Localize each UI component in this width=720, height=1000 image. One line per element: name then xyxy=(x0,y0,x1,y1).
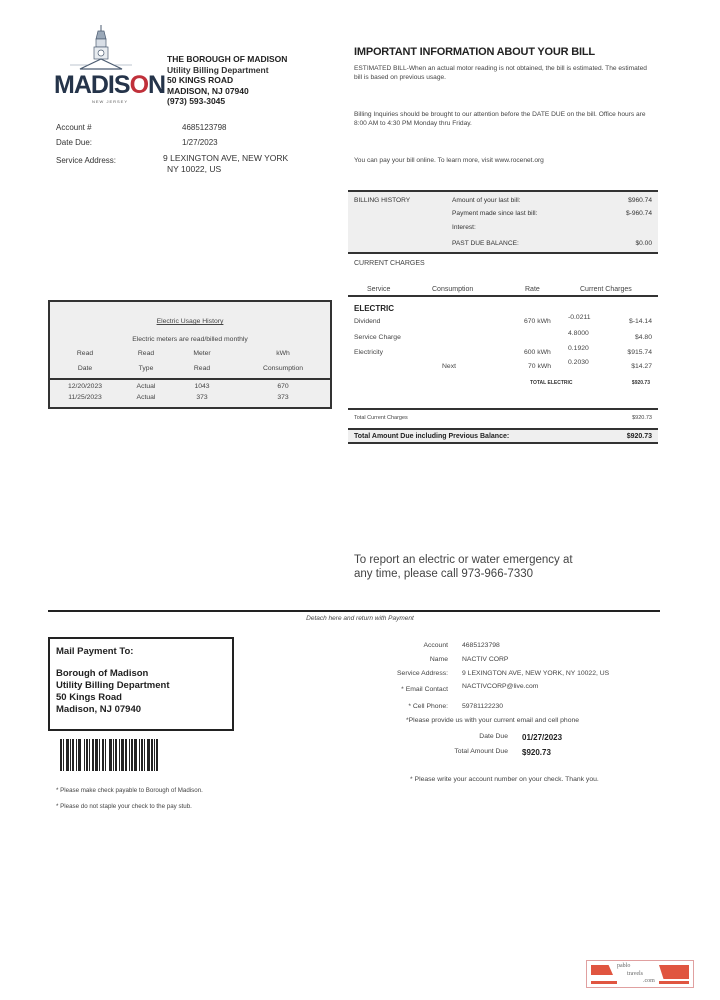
watermark-bar xyxy=(659,965,689,979)
stub-phone-value: 59781122230 xyxy=(462,703,504,710)
stub-email-value: NACTIVCORP@live.com xyxy=(462,683,539,690)
detach-text: Detach here and return with Payment xyxy=(306,615,414,622)
usage-history-subtitle: Electric meters are read/billed monthly xyxy=(132,336,248,343)
current-charges-header xyxy=(348,283,658,297)
service-address-label: Service Address: xyxy=(56,156,117,165)
charge-row xyxy=(348,345,658,361)
emergency-notice xyxy=(354,553,573,581)
row-amount: $-960.74 xyxy=(625,210,652,217)
header-cell: Read xyxy=(76,350,94,357)
stub-address-value: 9 LEXINGTON AVE, NEW YORK, NY 10022, US xyxy=(462,670,610,677)
stub-account-label: Account xyxy=(423,642,448,649)
stub-address-row xyxy=(350,670,670,682)
electric-usage-history xyxy=(48,300,332,409)
stub-phone-label: * Cell Phone: xyxy=(408,703,448,710)
emergency-line2: any time, please call 973-966-7330 xyxy=(354,568,534,580)
header-cell: Read xyxy=(137,350,155,357)
org-name: THE BOROUGH OF MADISON xyxy=(167,54,288,64)
account-label: Account # xyxy=(56,123,92,132)
logo-subtitle: NEW JERSEY xyxy=(92,99,129,104)
usage-header-bottom xyxy=(50,365,330,378)
mail-line2: Utility Billing Department xyxy=(56,680,170,691)
col-consumption: Consumption xyxy=(432,286,474,293)
stub-email-row xyxy=(350,683,670,698)
col-current-charges: Current Charges xyxy=(580,286,632,293)
header-cell: Consumption xyxy=(262,365,304,372)
charge-tier: Next xyxy=(442,363,456,370)
stub-email-label: * Email Contact xyxy=(401,686,448,693)
meter-read: 1043 xyxy=(194,383,210,390)
charge-rate: 0.2030 xyxy=(568,359,589,366)
col-rate: Rate xyxy=(525,286,540,293)
total-current-value: $920.73 xyxy=(632,415,652,421)
charge-rate: -0.0211 xyxy=(568,314,591,321)
row-label: Amount of your last bill: xyxy=(452,197,521,204)
org-phone: (973) 593-3045 xyxy=(167,96,226,106)
billing-history-row xyxy=(452,197,652,204)
total-due-label: Total Amount Due including Previous Balance: xyxy=(354,433,510,440)
section-electric: ELECTRIC xyxy=(354,304,394,313)
total-amount-due xyxy=(348,428,658,444)
stub-account-row xyxy=(350,642,670,654)
clock-tower-icon xyxy=(52,25,162,73)
stub-date-due-row xyxy=(350,733,670,745)
total-electric-label: TOTAL ELECTRIC xyxy=(530,380,573,386)
row-label: Interest: xyxy=(452,224,476,231)
charge-amount: $4.80 xyxy=(634,334,652,341)
charge-amount: $-14.14 xyxy=(628,318,652,325)
stub-date-due-value: 01/27/2023 xyxy=(522,733,563,742)
stub-total-value: $920.73 xyxy=(522,748,551,757)
charge-row xyxy=(348,330,658,346)
watermark-bar xyxy=(591,965,613,975)
usage-row xyxy=(50,383,330,394)
org-department: Utility Billing Department xyxy=(167,64,269,75)
row-label: Payment made since last bill: xyxy=(452,210,538,217)
read-date: 12/20/2023 xyxy=(67,383,103,390)
mail-payment-box xyxy=(48,637,234,731)
stub-name-row xyxy=(350,656,670,668)
stub-name-label: Name xyxy=(429,656,448,663)
stub-name-value: NACTIV CORP xyxy=(462,656,509,663)
billing-history-title: BILLING HISTORY xyxy=(354,197,411,204)
emergency-line1: To report an electric or water emergency at xyxy=(354,554,573,566)
row-label: PAST DUE BALANCE: xyxy=(452,240,519,247)
stub-phone-row xyxy=(350,703,670,715)
important-info-title: IMPORTANT INFORMATION ABOUT YOUR BILL xyxy=(354,46,595,58)
read-type: Actual xyxy=(136,383,156,390)
row-amount: $0.00 xyxy=(635,240,652,247)
date-due-value: 1/27/2023 xyxy=(182,138,218,147)
madison-logo xyxy=(52,25,166,105)
stub-provide-note: *Please provide us with your current email and cell phone xyxy=(406,717,580,724)
mail-line1: Borough of Madison xyxy=(56,668,149,679)
total-current-label: Total Current Charges xyxy=(354,415,408,421)
stub-address-label: Service Address: xyxy=(397,670,448,677)
charge-consumption: 70 kWh xyxy=(528,363,552,370)
charge-rate: 0.1920 xyxy=(568,345,589,352)
usage-history-title: Electric Usage History xyxy=(156,318,224,325)
mail-line4: Madison, NJ 07940 xyxy=(56,704,142,715)
current-charges-body xyxy=(348,300,658,395)
logo-wordmark: MADISON xyxy=(54,71,166,99)
usage-header-top xyxy=(50,350,330,363)
charge-service: Dividend xyxy=(354,318,381,325)
total-electric-value: $920.73 xyxy=(631,380,650,386)
charge-service: Electricity xyxy=(354,349,384,356)
pay-online-text: You can pay your bill online. To learn more, visit www.rocenet.org xyxy=(354,157,544,164)
current-charges-title: CURRENT CHARGES xyxy=(354,260,425,267)
org-street: 50 KINGS ROAD xyxy=(167,75,234,85)
detach-line xyxy=(48,610,660,612)
charge-row xyxy=(348,314,658,330)
usage-divider xyxy=(48,378,332,380)
header-cell: Date xyxy=(77,365,93,372)
note-staple: * Please do not staple your check to the pay stub. xyxy=(56,803,192,810)
stub-write-note: * Please write your account number on your check. Thank you. xyxy=(410,776,599,783)
meter-read: 373 xyxy=(196,394,208,401)
charge-consumption: 670 kWh xyxy=(524,318,551,325)
watermark-text: pablo travels .com xyxy=(617,963,655,984)
header-cell: Type xyxy=(138,365,154,372)
charge-rate: 4.8000 xyxy=(568,330,589,337)
usage-row xyxy=(50,394,330,405)
account-value: 4685123798 xyxy=(182,123,227,132)
billing-inquiries-text: Billing Inquiries should be brought to our attention before the DATE DUE on the bill. Office hours are 8:00 AM to 4:30 PM Monday thru Friday. xyxy=(354,111,646,127)
org-city: MADISON, NJ 07940 xyxy=(167,85,249,96)
total-electric-row xyxy=(348,380,658,392)
charge-service: Service Charge xyxy=(354,334,401,341)
stub-date-due-label: Date Due xyxy=(479,733,508,740)
watermark-logo xyxy=(586,960,694,988)
billing-history xyxy=(348,190,658,254)
stub-write-note-row xyxy=(350,776,670,788)
total-due-value: $920.73 xyxy=(626,433,652,440)
read-type: Actual xyxy=(136,394,156,401)
service-address-line1: 9 LEXINGTON AVE, NEW YORK xyxy=(163,153,289,163)
charge-amount: $915.74 xyxy=(627,349,652,356)
stub-total-row xyxy=(350,748,670,760)
note-payable: * Please make check payable to Borough of Madison. xyxy=(56,787,203,794)
estimated-bill-text: ESTIMATED BILL-When an actual motor reading is not obtained, the bill is estimated. The estimated bill is based on previous usage. xyxy=(354,65,647,81)
read-date: 11/25/2023 xyxy=(68,394,102,401)
charge-row xyxy=(348,359,658,375)
barcode xyxy=(60,739,178,771)
mail-line3: 50 Kings Road xyxy=(56,692,122,703)
billing-history-row xyxy=(452,224,652,231)
row-amount: $960.74 xyxy=(628,197,652,204)
billing-history-row xyxy=(452,240,652,247)
col-service: Service xyxy=(367,286,391,293)
header-cell: Read xyxy=(193,365,211,372)
kwh-consumption: 670 xyxy=(277,383,289,390)
watermark-bar xyxy=(591,981,617,984)
stub-provide-note-row xyxy=(350,717,670,729)
org-address-block xyxy=(167,54,287,107)
charge-consumption: 600 kWh xyxy=(524,349,551,356)
charge-amount: $14.27 xyxy=(631,363,652,370)
header-cell: Meter xyxy=(193,350,211,357)
watermark-bar xyxy=(659,981,689,984)
stub-account-value: 4685123798 xyxy=(462,642,500,649)
date-due-label: Date Due: xyxy=(56,138,93,147)
stub-total-label: Total Amount Due xyxy=(454,748,508,755)
service-address-line2: NY 10022, US xyxy=(167,164,222,174)
kwh-consumption: 373 xyxy=(277,394,289,401)
billing-history-row xyxy=(452,210,652,217)
important-info xyxy=(354,46,664,164)
header-cell: kWh xyxy=(276,350,290,357)
mail-payment-heading: Mail Payment To: xyxy=(56,646,134,657)
total-current-charges xyxy=(348,408,658,428)
